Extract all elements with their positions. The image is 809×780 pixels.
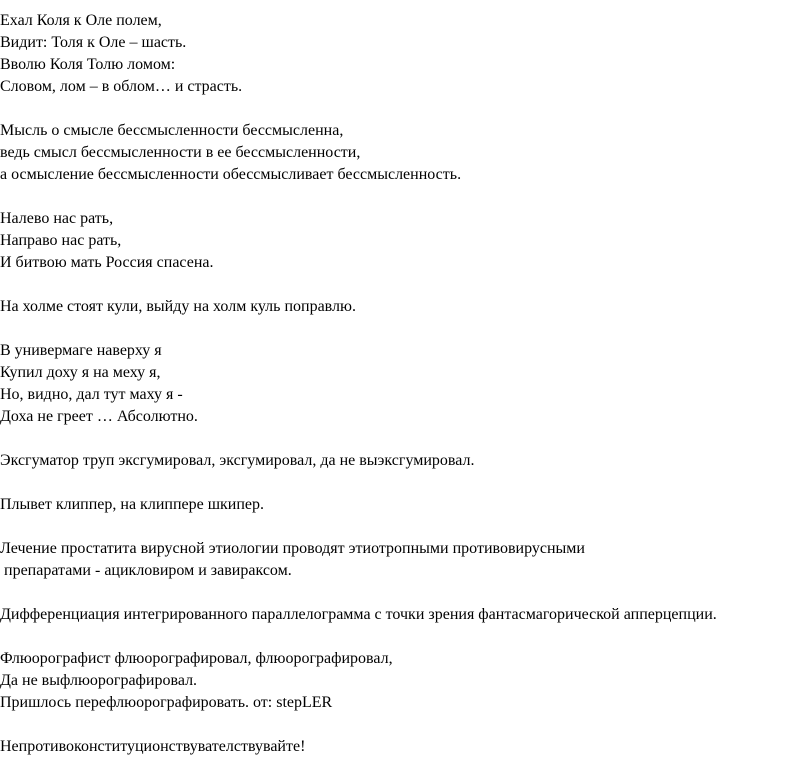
text-line: В универмаге наверху я (0, 342, 162, 359)
text-line: Флюорографист флюорографировал, флюорографировал, (0, 650, 393, 667)
text-line: Непротивоконституционствувателствувайте! (0, 738, 306, 755)
text-line: Купил доху я на меху я, (0, 364, 161, 381)
text-line: а осмысление бессмысленности обессмысливает бессмысленность. (0, 166, 462, 183)
stanza-5 (0, 340, 809, 428)
text-line: На холме стоят кули, выйду на холм куль поправлю. (0, 298, 356, 315)
text-line: Вволю Коля Толю ломом: (0, 56, 176, 73)
stanza-7 (0, 494, 809, 516)
stanza-9 (0, 604, 809, 626)
text-line: препаратами - ацикловиром и завираксом. (0, 562, 292, 579)
document-body (0, 10, 809, 780)
stanza-4 (0, 296, 809, 318)
text-line: ведь смысл бессмысленности в ее бессмысленности, (0, 144, 361, 161)
text-line: Ехал Коля к Оле полем, (0, 12, 162, 29)
text-line: Пришлось перефлюорографировать. от: stepLER (0, 694, 333, 711)
text-line: Эксгуматор труп эксгумировал, эксгумировал, да не выэксгумировал. (0, 452, 475, 469)
text-line: Лечение простатита вирусной этиологии проводят этиотропными противовирусными (0, 540, 585, 557)
stanza-10 (0, 648, 809, 714)
stanza-3 (0, 208, 809, 274)
stanza-6 (0, 450, 809, 472)
text-line: Но, видно, дал тут маху я - (0, 386, 183, 403)
text-line: Налево нас рать, (0, 210, 114, 227)
text-line: Доха не греет … Абсолютно. (0, 408, 198, 425)
text-line: Видит: Толя к Оле – шасть. (0, 34, 187, 51)
stanza-11 (0, 736, 809, 758)
stanza-1 (0, 10, 809, 98)
text-line: Да не выфлюорографировал. (0, 672, 198, 689)
text-line: Мысль о смысле бессмысленности бессмысленна, (0, 122, 344, 139)
text-line: Плывет клиппер, на клиппере шкипер. (0, 496, 265, 513)
text-line: И битвою мать Россия спасена. (0, 254, 214, 271)
text-line: Дифференциация интегрированного параллелограмма с точки зрения фантасмагорической апперцепции. (0, 606, 717, 623)
text-line: Словом, лом – в облом… и страсть. (0, 78, 243, 95)
stanza-8 (0, 538, 809, 582)
text-line: Направо нас рать, (0, 232, 122, 249)
stanza-2 (0, 120, 809, 186)
